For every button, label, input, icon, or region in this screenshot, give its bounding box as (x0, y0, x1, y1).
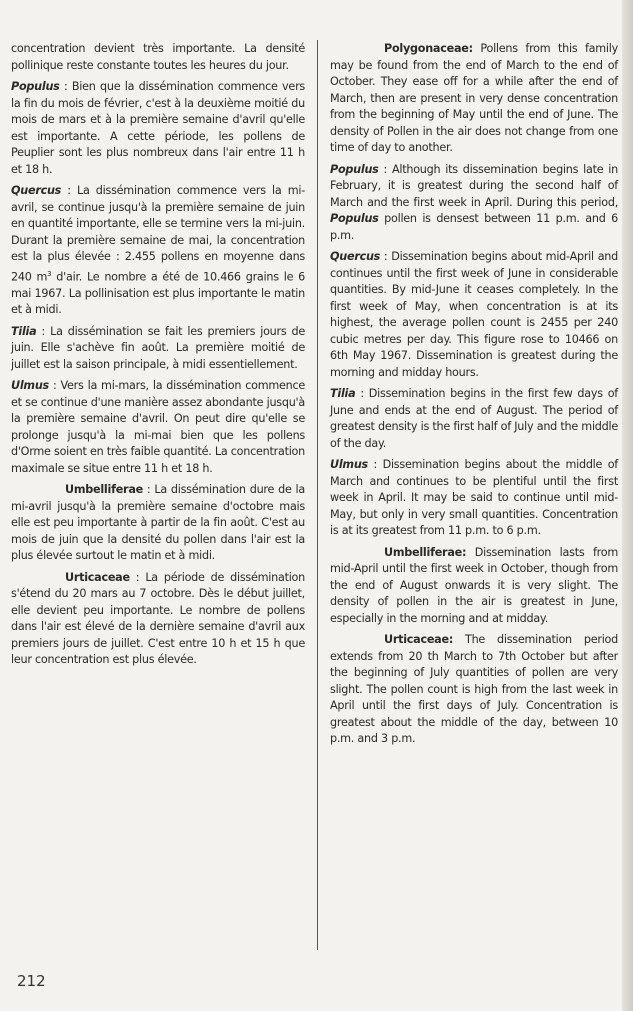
paragraph-text: Pollens from this family may be found from the end of March to the end of October. They ease off for a while after the end of March, then are present in very dense concentration from the beginning of May until the end of June. The density of Pollen in the air does not change from one time of day to another. (330, 42, 618, 154)
paragraph-tilia (11, 324, 305, 374)
english-column (330, 41, 618, 753)
genus-name: Ulmus (11, 379, 49, 393)
paragraph-populus (11, 79, 305, 178)
paragraph-quercus (11, 183, 305, 319)
paragraph-polygonaceae (330, 41, 618, 157)
genus-name: Populus (330, 162, 379, 176)
paragraph-text: : Although its dissemination begins late in February, it is greatest during the second half of March and the first week in April. During this period, (330, 162, 618, 209)
paragraph-ulmus (330, 457, 618, 540)
paragraph-text: The dissemination period extends from 20 th March to 7th October but after the beginning of July quantities of pollen are very slight. The pollen count is high from the last week in April until the first days of July. Concentration is greatest about the middle of the day, between 10 p.m. and 3 p.m. (330, 633, 618, 745)
paragraph-tilia (330, 386, 618, 452)
paragraph-umbelliferae (11, 482, 305, 565)
paragraph-text: pollen is densest between 11 p.m. and 6 p.m. (330, 212, 618, 242)
paragraph-text: : Vers la mi-mars, la dissémination commence et se continue d'une manière assez abondante jusqu'à la première semaine d'avril. On peut dire qu'elle se prolonge jusqu'à la mi-mai bien que les pollens d'Orme soient en très faible quantité. La concentration maximale se situe entre 11 h et 18 h. (11, 379, 305, 475)
family-name: Urticaceae (65, 570, 130, 584)
paragraph-text: : Dissemination begins about the middle of March and continues to be plentiful until the first week in April. It may be said to continue until mid-May, but only in very small quantities. Concentration is at its greatest from 11 p.m. to 6 p.m. (330, 458, 618, 537)
paragraph-text: : La période de dissémination s'étend du 20 mars au 7 octobre. Dès le début juillet, elle devient peu importante. Le nombre de pollens dans l'air est élevé de la dernière semaine d'avril aux premiers jours de juillet. C'est entre 10 h et 15 h que leur concentration est plus élevée. (11, 570, 305, 667)
paragraph-text: : Dissemination begins about mid-April and continues until the first week of June in considerable quantities. By mid-June it ceases completely. In the first week of May, when concentration is at its highest, the average pollen count is 2455 per 240 cubic metres per day. This figure rose to 10466 on 6th May 1967. Dissemination is greatest during the morning and midday hours. (330, 250, 618, 379)
genus-name: Tilia (11, 324, 37, 338)
superscript: 3 (47, 269, 52, 278)
paragraph-text: : Bien que la dissémination commence vers la fin du mois de février, c'est à la deuxième moitié du mois de mars et à la première semaine d'avril qu'elle est importante. A cette période, les pollens de Peuplier sont les plus nombreux dans l'air entre 11 h et 18 h. (11, 80, 305, 176)
genus-name: Tilia (330, 387, 356, 400)
genus-name: Ulmus (330, 458, 368, 471)
genus-name: Quercus (330, 250, 381, 263)
page-number: 212 (17, 972, 46, 990)
paragraph-text: : La dissémination se fait les premiers jours de juin. Elle s'achève fin août. La première moitié de juillet est la saison principale, à midi essentiellement. (11, 324, 305, 371)
paragraph-text: concentration devient très importante. La densité pollinique reste constante toutes les heures du jour. (11, 42, 305, 72)
paragraph-text: : La dissémination commence vers la mi-avril, se continue jusqu'à la première semaine de juin en quantité importante, elle se termine vers la mi-juin. Durant la première semaine de mai, la concentration est la plus élevée : 2.455 pollens en moyenne dans 240 m (11, 184, 305, 284)
genus-name: Populus (330, 212, 379, 225)
genus-name: Quercus (11, 184, 62, 197)
paragraph-umbelliferae (330, 545, 618, 628)
paragraph-text: d'air. Le nombre a été de 10.466 grains le 6 mai 1967. La pollinisation est plus importante le matin et à midi. (11, 270, 305, 317)
family-name: Polygonaceae: (384, 42, 473, 55)
french-column (11, 41, 305, 674)
column-divider (317, 40, 318, 950)
paragraph-text: : La dissémination dure de la mi-avril jusqu'à la première semaine d'octobre mais elle est peu importante à partir de la fin août. C'est au mois de juin que la densité du pollen dans l'air est la plus élevée surtout le matin et à midi. (11, 483, 305, 563)
paragraph-ulmus (11, 378, 305, 477)
paragraph-intro (11, 41, 305, 74)
page-edge (622, 0, 633, 1011)
genus-name: Populus (11, 80, 60, 93)
family-name: Umbelliferae: (384, 545, 467, 559)
paragraph-populus (330, 162, 618, 245)
family-name: Urticaceae: (384, 633, 454, 646)
family-name: Umbelliferae (65, 483, 143, 497)
paragraph-urticaceae (330, 632, 618, 748)
paragraph-urticaceae (11, 570, 305, 669)
paragraph-text: : Dissemination begins in the first few days of June and ends at the end of August. The period of greatest density is the first half of July and the middle of the day. (330, 387, 618, 450)
paragraph-quercus (330, 249, 618, 381)
paragraph-text: Dissemination lasts from mid-April until the first week in October, though from the end of August onwards it is very slight. The density of pollen in the air is greatest in June, especially in the morning and at midday. (330, 545, 618, 625)
